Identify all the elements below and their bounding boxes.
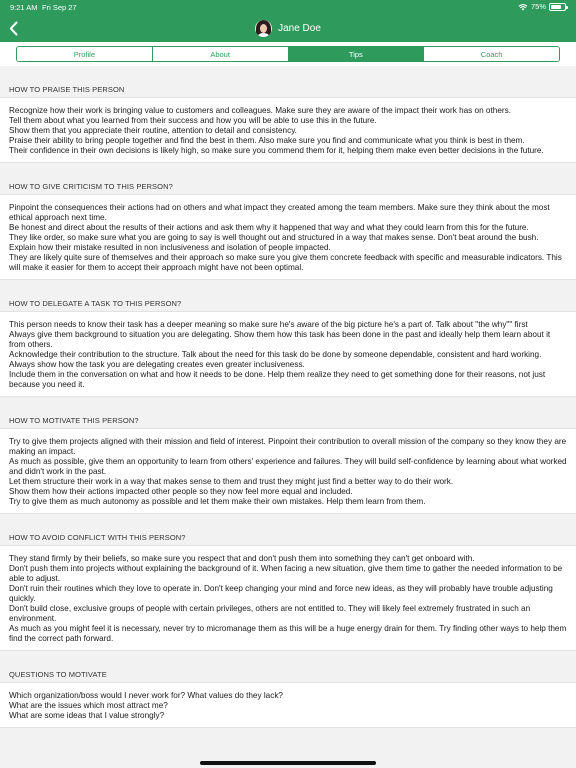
tip-line: As much as you might feel it is necessary, never try to micromanage them as this will be a huge energy drain for them. Try finding other ways to help them find the correct path forward.: [9, 624, 567, 643]
nav-title-group: [0, 14, 576, 42]
tip-line: Praise their ability to bring people together and find the best in them. Also make sure you find and communicate what you think is best in them.: [9, 136, 525, 145]
tip-line: Let them structure their work in a way that makes sense to them and trust they might just find a better way to do their work.: [9, 477, 454, 486]
status-right: [518, 2, 566, 11]
section-body-praise: [0, 98, 576, 163]
section-header-avoid-conflict: HOW TO AVOID CONFLICT WITH THIS PERSON?: [0, 514, 576, 546]
status-bar: [0, 0, 576, 14]
tip-line: Acknowledge their contribution to the structure. Talk about the need for this task do be done by someone dependable, consistent and hard working.: [9, 350, 542, 359]
wifi-icon: [518, 3, 528, 11]
tab-coach[interactable]: Coach: [424, 47, 559, 61]
tip-line: Don't build close, exclusive groups of people with certain privileges, others are not entitled to. They will likely feel extremely frustrated in such an environment.: [9, 604, 531, 623]
tips-content[interactable]: [0, 66, 576, 768]
section-header-criticism: HOW TO GIVE CRITICISM TO THIS PERSON?: [0, 163, 576, 195]
battery-icon: [549, 3, 566, 11]
tip-line: Show them that you appreciate their routine, attention to detail and consistency.: [9, 126, 297, 135]
tip-line: Show them how their actions impacted other people so they now feel more equal and included.: [9, 487, 353, 496]
tip-line: They stand firmly by their beliefs, so make sure you respect that and don't push them into something they can't get onboard with.: [9, 554, 475, 563]
tip-line: Always show how the task you are delegating creates even greater inclusiveness.: [9, 360, 305, 369]
tip-line: They are likely quite sure of themselves and their approach so make sure you give them concrete feedback with specific and measurable indicators. This will make it easier for them to accept their approach might have not been optimal.: [9, 253, 562, 272]
tip-line: Include them in the conversation on what and how it needs to be done. Help them realize they need to get something done for their reasons, not just because you need it.: [9, 370, 546, 389]
section-body-avoid-conflict: [0, 546, 576, 651]
avatar: [255, 20, 272, 37]
section-header-delegate: HOW TO DELEGATE A TASK TO THIS PERSON?: [0, 280, 576, 312]
tip-line: What are the issues which most attract me?: [9, 701, 168, 710]
home-indicator: [200, 761, 376, 765]
section-header-questions: QUESTIONS TO MOTIVATE: [0, 651, 576, 683]
section-body-questions: [0, 683, 576, 728]
battery-percent: 75%: [530, 2, 546, 11]
section-body-motivate: [0, 429, 576, 514]
battery-level: [551, 5, 561, 9]
tip-line: Don't ruin their routines which they love to operate in. Don't keep changing your mind and force new ideas, as they will probably have trouble adjusting quickly.: [9, 584, 553, 603]
tip-line: This person needs to know their task has a deeper meaning so make sure he's aware of the big picture he's a part of. Talk about "the why"" first: [9, 320, 528, 329]
tip-line: Tell them about what you learned from their success and how you will be able to use this in the future.: [9, 116, 377, 125]
section-header-praise: HOW TO PRAISE THIS PERSON: [0, 66, 576, 98]
chevron-left-icon: [9, 21, 18, 36]
tab-tips[interactable]: Tips: [289, 47, 425, 61]
tip-line: Try to give them projects aligned with their mission and field of interest. Pinpoint their contribution to overall mission of the company so they know they are making an impact.: [9, 437, 567, 456]
tip-line: Their confidence in their own decisions is likely high, so make sure you commend them for it, helping them make even better decisions in the future.: [9, 146, 544, 155]
status-time: 9:21 AM: [10, 3, 38, 12]
section-header-motivate: HOW TO MOTIVATE THIS PERSON?: [0, 397, 576, 429]
tip-line: Don't push them into projects without explaining the background of it. When facing a new situation, give them time to gather the needed information to be able to adjust.: [9, 564, 563, 583]
tip-line: Recognize how their work is bringing value to customers and colleagues. Make sure they are aware of the impact their work has on others.: [9, 106, 511, 115]
section-body-criticism: [0, 195, 576, 280]
status-date: Fri Sep 27: [42, 3, 77, 12]
tip-line: They like order, so make sure what you are going to say is well thought out and structured in a way that makes sense. Don't beat around the bush.: [9, 233, 539, 242]
tip-line: Which organization/boss would I never work for? What values do they lack?: [9, 691, 283, 700]
tab-profile[interactable]: Profile: [17, 47, 153, 61]
tip-line: What are some ideas that I value strongly?: [9, 711, 165, 720]
tip-line: Try to give them as much autonomy as possible and let them make their own mistakes. Help them learn from them.: [9, 497, 426, 506]
section-body-delegate: [0, 312, 576, 397]
segmented-tabs: [16, 46, 560, 62]
tip-line: Always give them background to situation you are delegating. Show them how this task has been done in the past and ideally help them learn about it from others.: [9, 330, 551, 349]
tab-bar-area: [0, 42, 576, 66]
navigation-bar: [0, 14, 576, 42]
back-button[interactable]: [6, 17, 20, 39]
tip-line: Explain how their mistake resulted in non inclusiveness and isolation of people impacted.: [9, 243, 331, 252]
tip-line: Pinpoint the consequences their actions had on others and what impact they created among the team members. Make sure they think about the most ethical approach next time.: [9, 203, 550, 222]
tip-line: As much as possible, give them an opportunity to learn from others' experience and failures. They will build self-confidence by learning about what worked and didn't work in the past.: [9, 457, 567, 476]
page-title: Jane Doe: [278, 22, 321, 34]
tip-line: Be honest and direct about the results of their actions and ask them why it happened that way and what they could learn from this for the future.: [9, 223, 529, 232]
tab-about[interactable]: About: [153, 47, 289, 61]
